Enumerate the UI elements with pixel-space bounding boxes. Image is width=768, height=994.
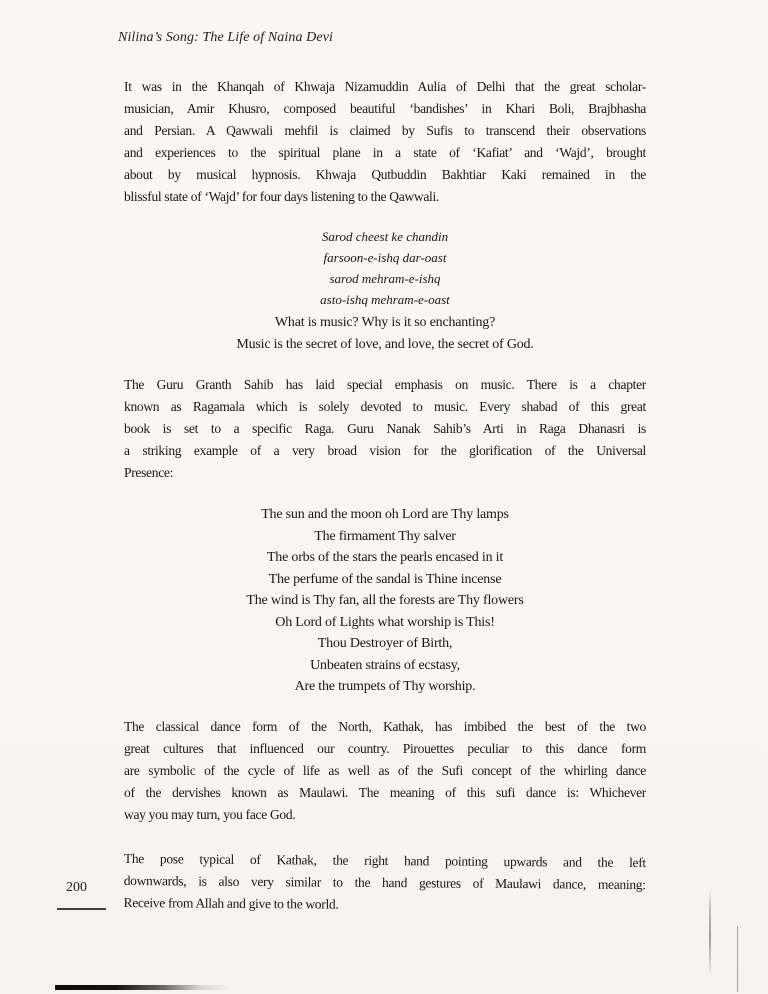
text-line: about by musical hypnosis. Khwaja Qutbuddin Bakhtiar Kaki remained in the [124, 167, 646, 182]
text-line: Oh Lord of Lights what worship is This! [275, 614, 495, 630]
text-line: The perfume of the sandal is Thine incense [268, 571, 502, 587]
text-line: The Guru Granth Sahib has laid special emphasis on music. There is a chapter [124, 377, 646, 392]
text-line: book is set to a specific Raga. Guru Nanak Sahib’s Arti in Raga Dhanasri is [124, 421, 646, 436]
text-line: Receive from Allah and give to the world. [123, 894, 339, 912]
text-line: The orbs of the stars the pearls encased in it [266, 550, 504, 565]
scan-edge-shadow [55, 985, 230, 990]
text-line: great cultures that influenced our country. Pirouettes peculiar to this dance form [124, 741, 646, 756]
text-line: asto-ishq mehram-e-oast [320, 292, 450, 307]
scan-edge-line [737, 926, 738, 992]
text-line: are symbolic of the cycle of life as well as of the Sufi concept of the whirling dance [124, 763, 646, 778]
text-line: Presence: [124, 465, 174, 480]
text-line: musician, Amir Khusro, composed beautiful ‘bandishes’ in Khari Boli, Brajbhasha [124, 101, 646, 116]
text-line: way you may turn, you face God. [124, 807, 296, 822]
paragraph-qawwali [124, 76, 646, 208]
text-line: The pose typical of Kathak, the right hand pointing upwards and the left [123, 850, 646, 871]
page-number-rule [57, 908, 106, 910]
text-line: The firmament Thy salver [314, 528, 456, 544]
text-line: Thou Destroyer of Birth, [317, 636, 453, 651]
paragraph-kathak-pose [123, 848, 646, 918]
text-line: The sun and the moon oh Lord are Thy lamps [261, 507, 509, 522]
text-line: Unbeaten strains of ecstasy, [310, 657, 460, 673]
text-line: It was in the Khanqah of Khwaja Nizamuddin Aulia of Delhi that the great scholar- [124, 79, 646, 94]
text-line: Music is the secret of love, and love, the secret of God. [236, 337, 534, 352]
running-header: Nilina’s Song: The Life of Naina Devi [118, 30, 333, 45]
text-line: sarod mehram-e-ishq [329, 271, 441, 286]
persian-couplet [124, 226, 646, 310]
text-line: a striking example of a very broad vision for the glorification of the Universal [124, 443, 646, 458]
text-line: The wind is Thy fan, all the forests are Thy flowers [246, 593, 524, 608]
arti-verse [124, 504, 646, 698]
text-line: and experiences to the spiritual plane in a state of ‘Kafiat’ and ‘Wajd’, brought [124, 145, 646, 160]
text-line: blissful state of ‘Wajd’ for four days listening to the Qawwali. [124, 189, 440, 204]
paragraph-kathak [124, 716, 646, 826]
scan-crease-line [709, 888, 711, 972]
text-line: Are the trumpets of Thy worship. [294, 679, 476, 694]
text-line: of the dervishes known as Maulawi. The meaning of this sufi dance is: Whichever [124, 785, 646, 800]
couplet-translation [124, 312, 646, 356]
text-line: Sarod cheest ke chandin [321, 229, 449, 244]
text-line: The classical dance form of the North, Kathak, has imbibed the best of the two [124, 719, 646, 734]
text-line: farsoon-e-ishq dar-oast [323, 250, 447, 265]
paragraph-guru-granth [124, 374, 646, 484]
text-line: downwards, is also very similar to the hand gestures of Maulawi dance, meaning: [123, 872, 646, 893]
page-number: 200 [66, 880, 87, 895]
text-line: known as Ragamala which is solely devoted to music. Every shabad of this great [124, 399, 646, 414]
text-line: and Persian. A Qawwali mehfil is claimed by Sufis to transcend their observations [124, 123, 646, 138]
text-line: What is music? Why is it so enchanting? [274, 315, 496, 330]
